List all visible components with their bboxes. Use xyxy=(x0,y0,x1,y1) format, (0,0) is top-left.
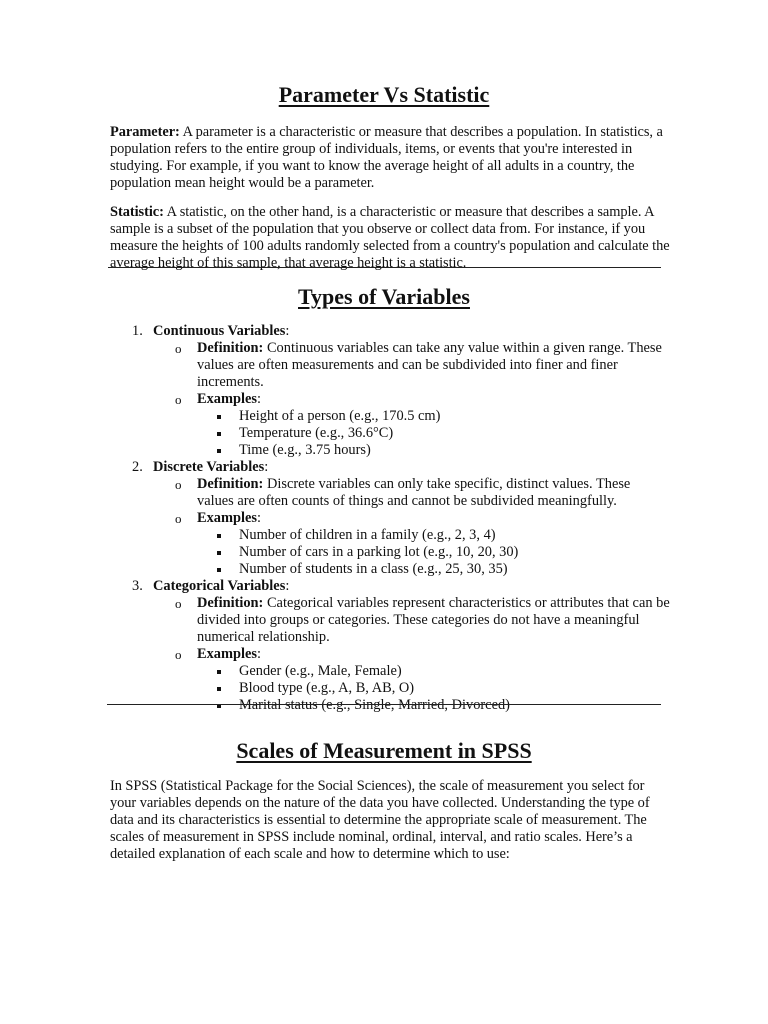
examples-label: Examples xyxy=(197,391,257,407)
category-number: 2. xyxy=(132,459,143,475)
category-title: Continuous Variables xyxy=(153,323,286,339)
circle-bullet-icon: o xyxy=(175,596,182,611)
examples-item: o Examples: xyxy=(175,391,261,407)
parameter-paragraph xyxy=(110,124,670,192)
circle-bullet-icon: o xyxy=(175,647,182,662)
examples-item: o Examples: xyxy=(175,510,261,526)
spss-intro-paragraph: In SPSS (Statistical Package for the Social Sciences), the scale of measurement you select for your variables depends on the nature of the data you have collected. Understanding the type of data and its characteristics is essential to determine the appropriate scale of measurement. The scales of measurement in SPSS include nominal, ordinal, interval, and ratio scales. Here’s a detailed explanation of each scale and how to determine which to use: xyxy=(110,778,650,862)
definition-text: Continuous variables can take any value within a given range. These values are often measurements and can be subdivided into finer and finer increments. xyxy=(197,340,662,390)
circle-bullet-icon: o xyxy=(175,511,182,526)
circle-bullet-icon: o xyxy=(175,341,182,356)
variable-types-list xyxy=(110,323,670,714)
square-bullet-icon xyxy=(217,551,221,555)
definition-item xyxy=(153,340,670,391)
section-divider xyxy=(107,704,661,705)
definition-label: Definition: xyxy=(197,476,264,492)
definition-item xyxy=(153,476,670,510)
example-text: Height of a person (e.g., 170.5 cm) xyxy=(239,408,441,424)
list-item xyxy=(153,442,670,459)
heading-parameter-vs-statistic: Parameter Vs Statistic xyxy=(278,82,490,107)
example-text: Temperature (e.g., 36.6°C) xyxy=(239,425,394,441)
examples-label: Examples xyxy=(197,510,257,526)
example-text: Blood type (e.g., A, B, AB, O) xyxy=(239,680,415,696)
example-text: Number of cars in a parking lot (e.g., 10, 20, 30) xyxy=(239,544,519,560)
list-item xyxy=(153,697,670,714)
example-text: Gender (e.g., Male, Female) xyxy=(239,663,402,679)
circle-bullet-icon: o xyxy=(175,477,182,492)
list-item xyxy=(153,527,670,544)
circle-bullet-icon: o xyxy=(175,392,182,407)
parameter-label: Parameter: xyxy=(110,124,180,140)
square-bullet-icon xyxy=(217,415,221,419)
examples-list xyxy=(153,663,670,714)
list-item xyxy=(153,680,670,697)
category-discrete: 2. Discrete Variables: o Definition: Discrete variables can only take specific, distinct values. These values are often counts of things and cannot be subdivided meaningfully. o Examples: Number of children in a family (e.g., 2, 3, 4) Number of cars in a parking lot (e.g., 10, 20, 30) Number of students in a class (e.g., 25, 30, 35) xyxy=(110,459,670,578)
example-text: Time (e.g., 3.75 hours) xyxy=(239,442,371,458)
statistic-label: Statistic: xyxy=(110,204,164,220)
list-item xyxy=(153,544,670,561)
square-bullet-icon xyxy=(217,687,221,691)
list-item xyxy=(153,408,670,425)
category-title: Discrete Variables xyxy=(153,459,265,475)
section-divider xyxy=(108,267,661,268)
square-bullet-icon xyxy=(217,670,221,674)
definition-text: Categorical variables represent characteristics or attributes that can be divided into groups or categories. These categories do not have a meaningful numerical relationship. xyxy=(197,595,670,645)
definition-item xyxy=(153,595,670,646)
list-item xyxy=(153,663,670,680)
examples-label: Examples xyxy=(197,646,257,662)
category-categorical: 3. Categorical Variables: o Definition: Categorical variables represent characteristics or attributes that can be divided into groups or categories. These categories do not have a meaningful numerical relationship. o Examples: Gender (e.g., Male, Female) Blood type (e.g., A, B, AB, O) Marital status (e.g., Single, Married, Divorced) xyxy=(132,578,670,713)
square-bullet-icon xyxy=(217,568,221,572)
example-text: Number of students in a class (e.g., 25, 30, 35) xyxy=(239,561,508,577)
example-text: Marital status (e.g., Single, Married, Divorced) xyxy=(239,697,510,713)
category-title: Categorical Variables xyxy=(153,578,286,594)
heading-scales-of-measurement: Scales of Measurement in SPSS xyxy=(236,738,532,763)
heading-types-of-variables: Types of Variables xyxy=(298,284,470,309)
definition-label: Definition: xyxy=(197,595,264,611)
definition-label: Definition: xyxy=(197,340,264,356)
examples-item: o Examples: xyxy=(175,646,261,662)
statistic-paragraph xyxy=(110,204,670,272)
category-number: 1. xyxy=(132,323,143,339)
parameter-text: A parameter is a characteristic or measure that describes a population. In statistics, a population refers to the entire group of individuals, items, or events that you're interested in studying. For example, if you want to know the average height of all adults in a country, the population mean height would be a parameter. xyxy=(110,124,663,191)
category-continuous: 1. Continuous Variables: o Definition: Continuous variables can take any value within a given range. These values are often measurements and can be subdivided into finer and finer increments. o Examples: Height of a person (e.g., 170.5 cm) Temperature (e.g., 36.6°C) Time (e.g., 3.75 hours) xyxy=(110,323,670,459)
example-text: Number of children in a family (e.g., 2, 3, 4) xyxy=(239,527,496,543)
list-item xyxy=(153,561,670,578)
examples-list xyxy=(153,527,670,578)
square-bullet-icon xyxy=(217,432,221,436)
statistic-text: A statistic, on the other hand, is a characteristic or measure that describes a sample. A sample is a subset of the population that you observe or collect data from. For instance, if you measure the heights of 100 adults randomly selected from a country's population and calculate the average height of this sample, that average height is a statistic. xyxy=(110,204,670,271)
examples-list xyxy=(153,408,670,459)
square-bullet-icon xyxy=(217,534,221,538)
list-item xyxy=(153,425,670,442)
category-number: 3. xyxy=(132,578,143,594)
definition-text: Discrete variables can only take specific, distinct values. These values are often counts of things and cannot be subdivided meaningfully. xyxy=(197,476,631,509)
square-bullet-icon xyxy=(217,449,221,453)
